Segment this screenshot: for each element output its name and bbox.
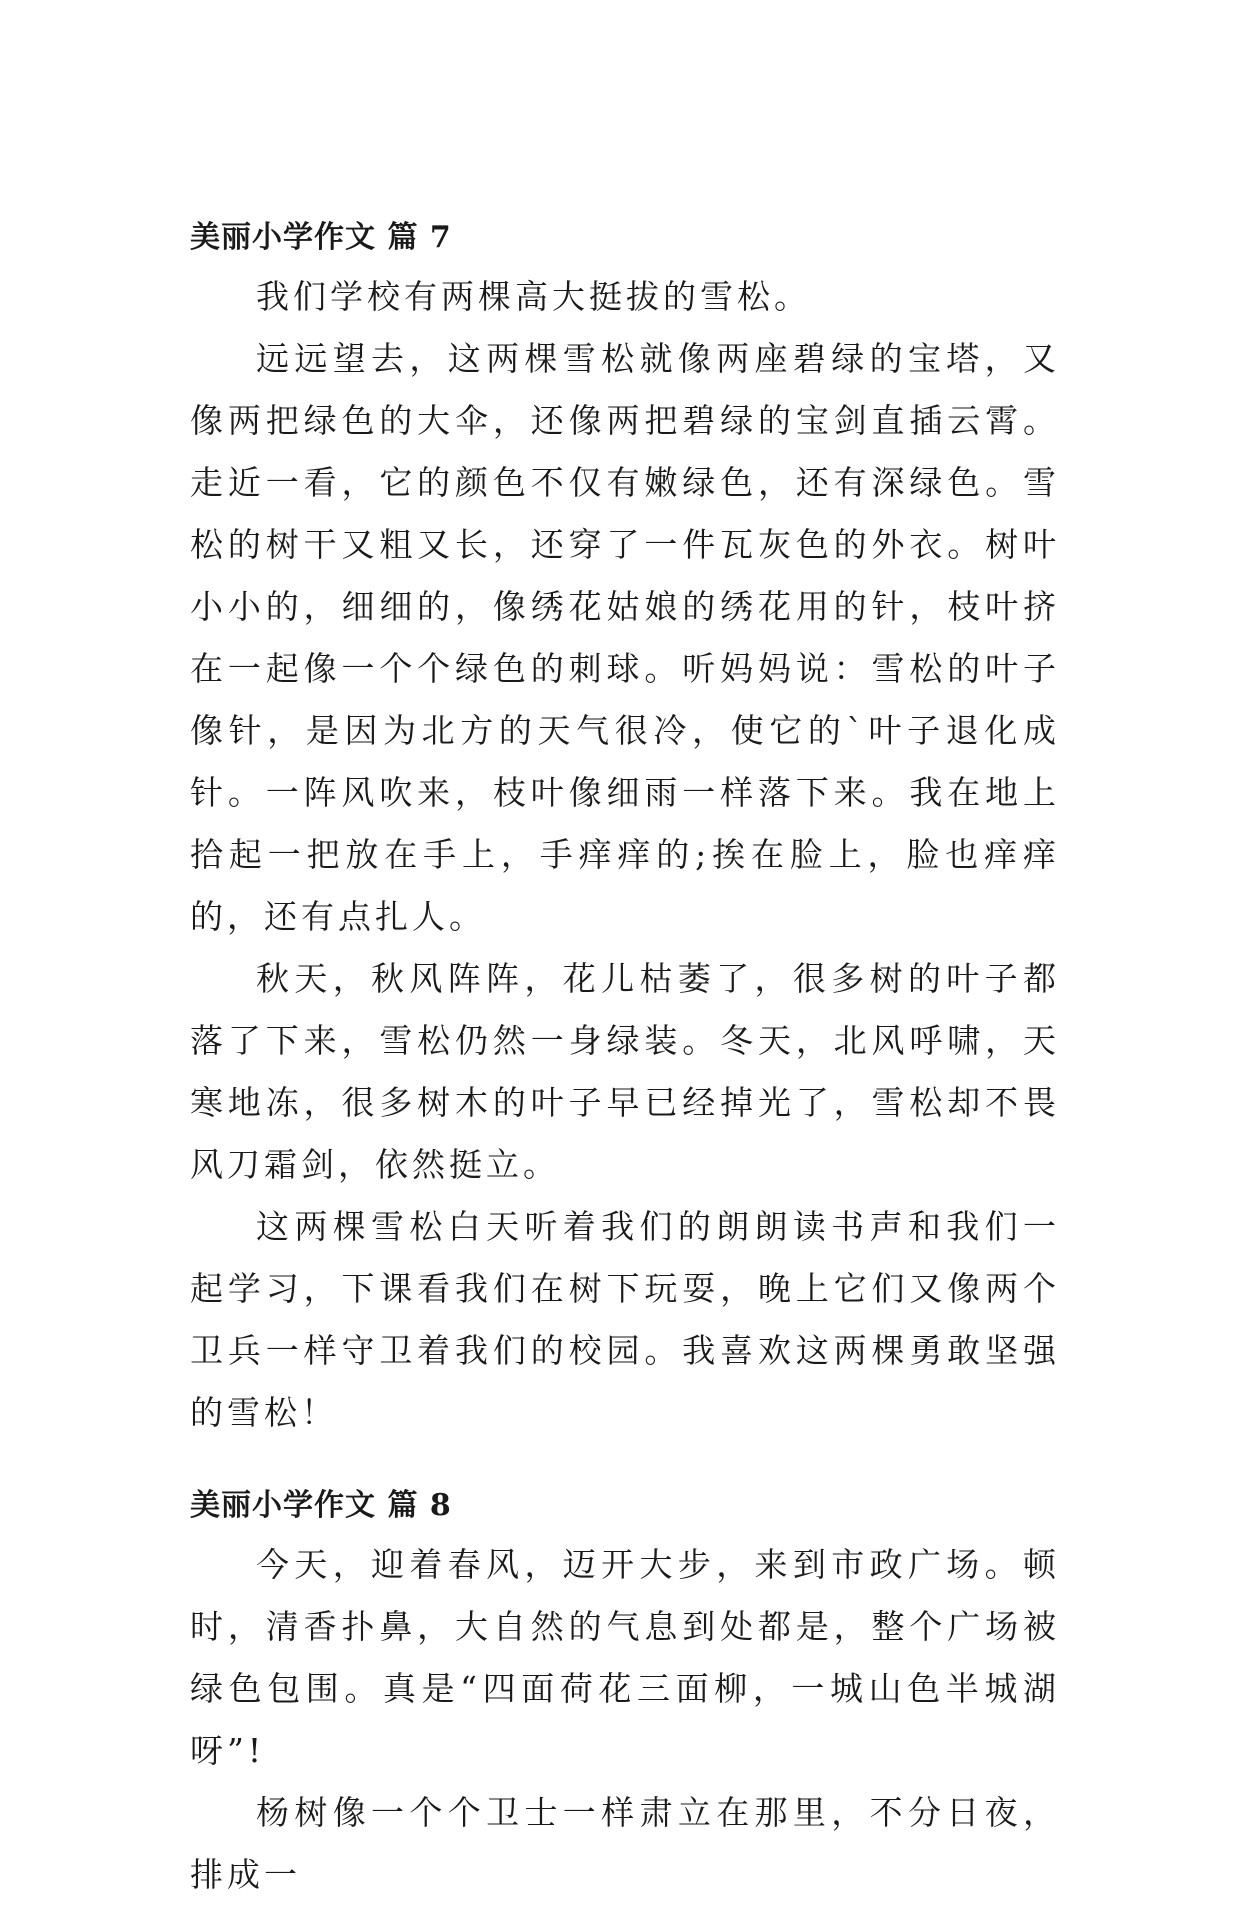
section-spacer xyxy=(190,1444,1060,1486)
essay-section-7 xyxy=(190,218,1060,1444)
paragraph: 今天，迎着春风，迈开大步，来到市政广场。顿时，清香扑鼻，大自然的气息到处都是，整个广场被绿色包围。真是“四面荷花三面柳，一城山色半城湖呀”! xyxy=(190,1545,1060,1770)
paragraph: 秋天，秋风阵阵，花儿枯萎了，很多树的叶子都落了下来，雪松仍然一身绿装。冬天，北风呼啸，天寒地冻，很多树木的叶子早已经掉光了，雪松却不畏风刀霜剑，依然挺立。 xyxy=(190,959,1060,1184)
paragraph: 杨树像一个个卫士一样肃立在那里，不分日夜，排成一 xyxy=(190,1793,1060,1894)
document-content xyxy=(190,218,1060,1906)
paragraph: 远远望去，这两棵雪松就像两座碧绿的宝塔，又像两把绿色的大伞，还像两把碧绿的宝剑直插云霄。走近一看，它的颜色不仅有嫩绿色，还有深绿色。雪松的树干又粗又长，还穿了一件瓦灰色的外衣。树叶小小的，细细的，像绣花姑娘的绣花用的针，枝叶挤在一起像一个个绿色的刺球。听妈妈说：雪松的叶子像针，是因为北方的天气很冷，使它的`叶子退化成针。一阵风吹来，枝叶像细雨一样落下来。我在地上拾起一把放在手上，手痒痒的;挨在脸上，脸也痒痒的，还有点扎人。 xyxy=(190,339,1060,936)
section-heading: 美丽小学作文 篇 8 xyxy=(190,1488,452,1523)
paragraph: 这两棵雪松白天听着我们的朗朗读书声和我们一起学习，下课看我们在树下玩耍，晚上它们又像两个卫兵一样守卫着我们的校园。我喜欢这两棵勇敢坚强的雪松！ xyxy=(190,1207,1060,1432)
essay-section-8 xyxy=(190,1486,1060,1906)
paragraph: 我们学校有两棵高大挺拔的雪松。 xyxy=(256,277,811,316)
section-heading: 美丽小学作文 篇 7 xyxy=(190,220,452,255)
